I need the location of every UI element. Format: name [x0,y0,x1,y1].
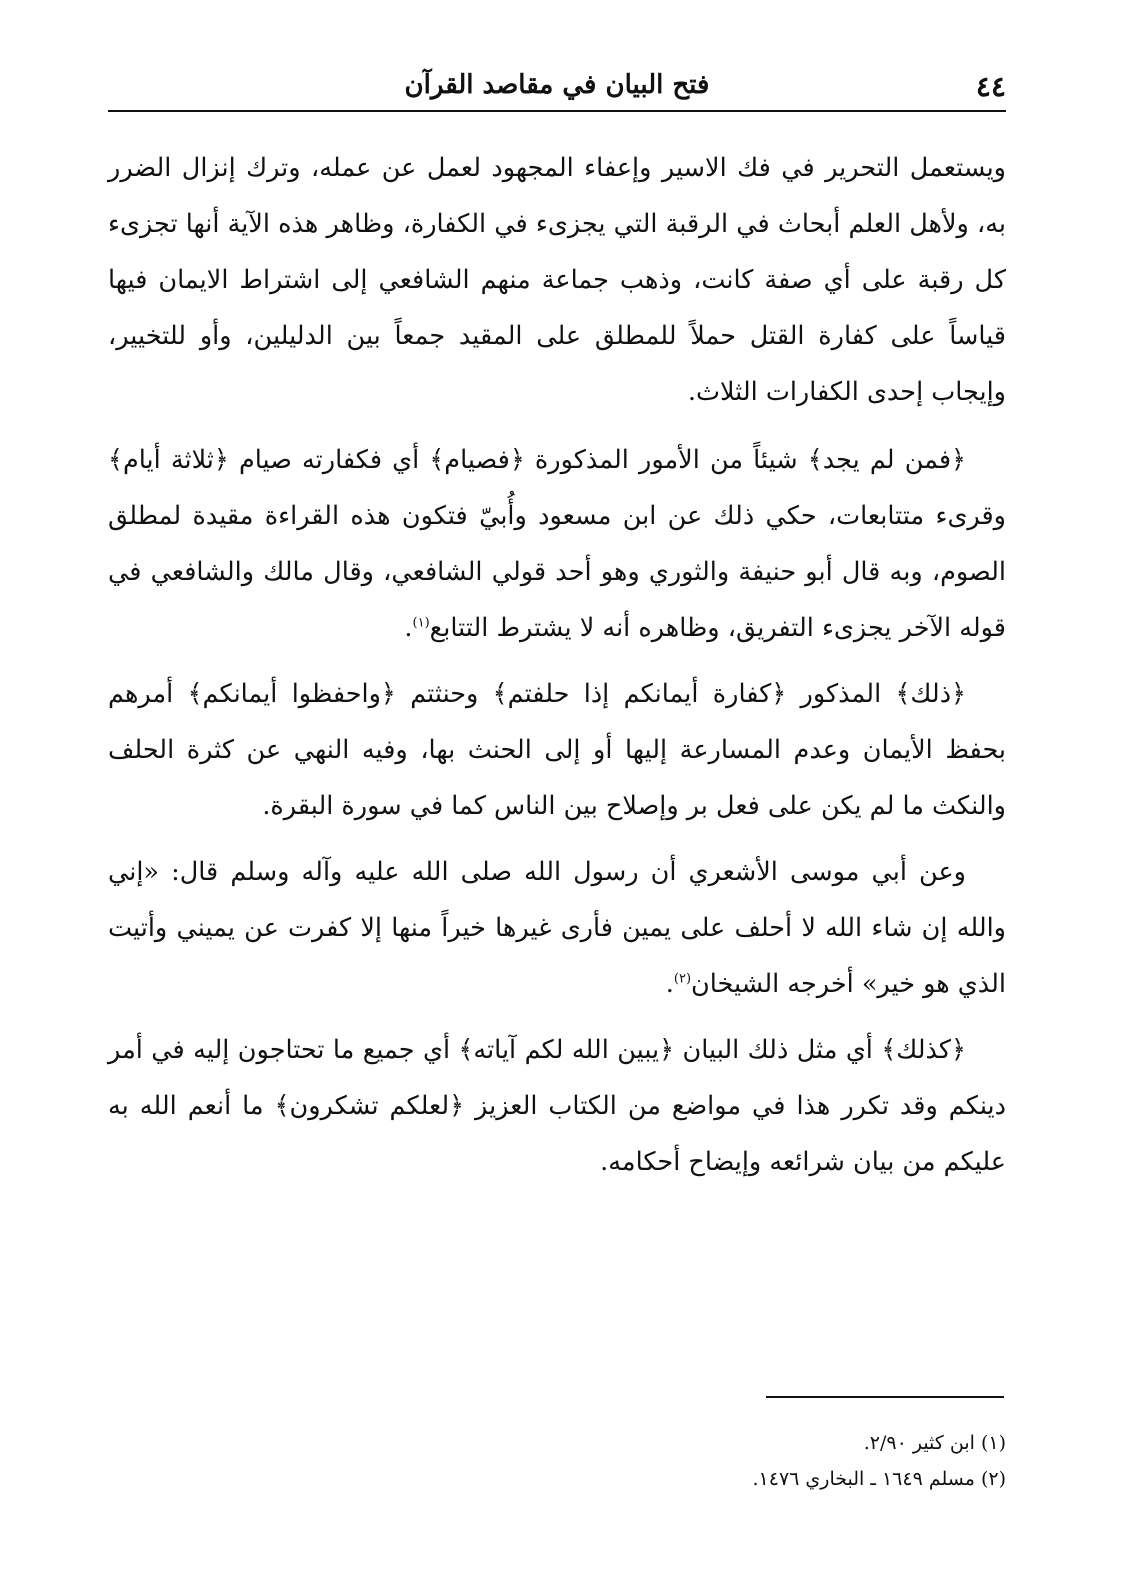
footnote-ref[interactable]: (٢) [673,971,692,987]
paragraph: ﴿كذلك﴾ أي مثل ذلك البيان ﴿يبين الله لكم آياته﴾ أي جميع ما تحتاجون إليه في أمر دينكم وقد تكرر هذا في مواضع من الكتاب العزيز ﴿لعلكم تشكرون﴾ ما أنعم الله به عليكم من بيان شرائعه وإيضاح أحكامه. [108,1035,1006,1177]
header-rule [108,110,1006,112]
paragraph: وعن أبي موسى الأشعري أن رسول الله صلى الله عليه وآله وسلم قال: «إني والله إن شاء الله لا أحلف على يمين فأرى غيرها خيراً منها إلا كفرت عن يميني وأتيت الذي هو خير» أخرجه الشيخان$^{(٢)}$. [108,857,1006,999]
main-text [108,140,1006,1200]
footnote: (١) ابن كثير ٢/٩٠. [863,1432,1006,1454]
footnote: (٢) مسلم ١٦٤٩ ـ البخاري ١٤٧٦. [752,1468,1006,1490]
footnote-ref[interactable]: (١) [412,615,430,631]
paragraph: ﴿ذلك﴾ المذكور ﴿كفارة أيمانكم إذا حلفتم﴾ وحنثتم ﴿واحفظوا أيمانكم﴾ أمرهم بحفظ الأيمان وعدم المسارعة إليها أو إلى الحنث بها، وفيه النهي عن كثرة الحلف والنكث ما لم يكن على فعل بر وإصلاح بين الناس كما في سورة البقرة. [108,679,1006,821]
paragraph-text: وعن أبي موسى الأشعري أن رسول الله صلى الله عليه وآله وسلم قال: «إني والله إن شاء الله لا أحلف على يمين فأرى غيرها خيراً منها إلا كفرت عن يميني وأتيت الذي هو خير» أخرجه الشيخان [108,857,1006,999]
running-title: فتح البيان في مقاصد القرآن [404,70,710,100]
paragraph: ويستعمل التحرير في فك الاسير وإعفاء المجهود لعمل عن عمله، وترك إنزال الضرر به، ولأهل العلم أبحاث في الرقبة التي يجزىء في الكفارة، وظاهر هذه الآية أنها تجزىء كل رقبة على أي صفة كانت، وذهب جماعة منهم الشافعي إلى اشتراط الايمان فيها قياساً على كفارة القتل حملاً للمطلق على المقيد جمعاً بين الدليلين، وأو للتخيير، وإيجاب إحدى الكفارات الثلاث. [108,153,1006,407]
paragraph: ﴿فمن لم يجد﴾ شيئاً من الأمور المذكورة ﴿فصيام﴾ أي فكفارته صيام ﴿ثلاثة أيام﴾ وقرىء متتابعات، حكي ذلك عن ابن مسعود وأُبيّ فتكون هذه القراءة مقيدة لمطلق الصوم، وبه قال أبو حنيفة والثوري وهو أحد قولي الشافعي، وقال مالك والشافعي في قوله الآخر يجزىء التفريق، وظاهره أنه لا يشترط التتابع$^{(١)}$. [108,445,1006,643]
footnote-rule [766,1396,1004,1398]
page-number: ٤٤ [975,70,1006,103]
page-header [108,64,1006,110]
paragraph-text: ﴿فمن لم يجد﴾ شيئاً من الأمور المذكورة ﴿فصيام﴾ أي فكفارته صيام ﴿ثلاثة أيام﴾ وقرىء متتابعات، حكي ذلك عن ابن مسعود وأُبيّ فتكون هذه القراءة مقيدة لمطلق الصوم، وبه قال أبو حنيفة والثوري وهو أحد قولي الشافعي، وقال مالك والشافعي في قوله الآخر يجزىء التفريق، وظاهره أنه لا يشترط التتابع [108,445,1006,643]
footnotes [108,1425,1006,1497]
